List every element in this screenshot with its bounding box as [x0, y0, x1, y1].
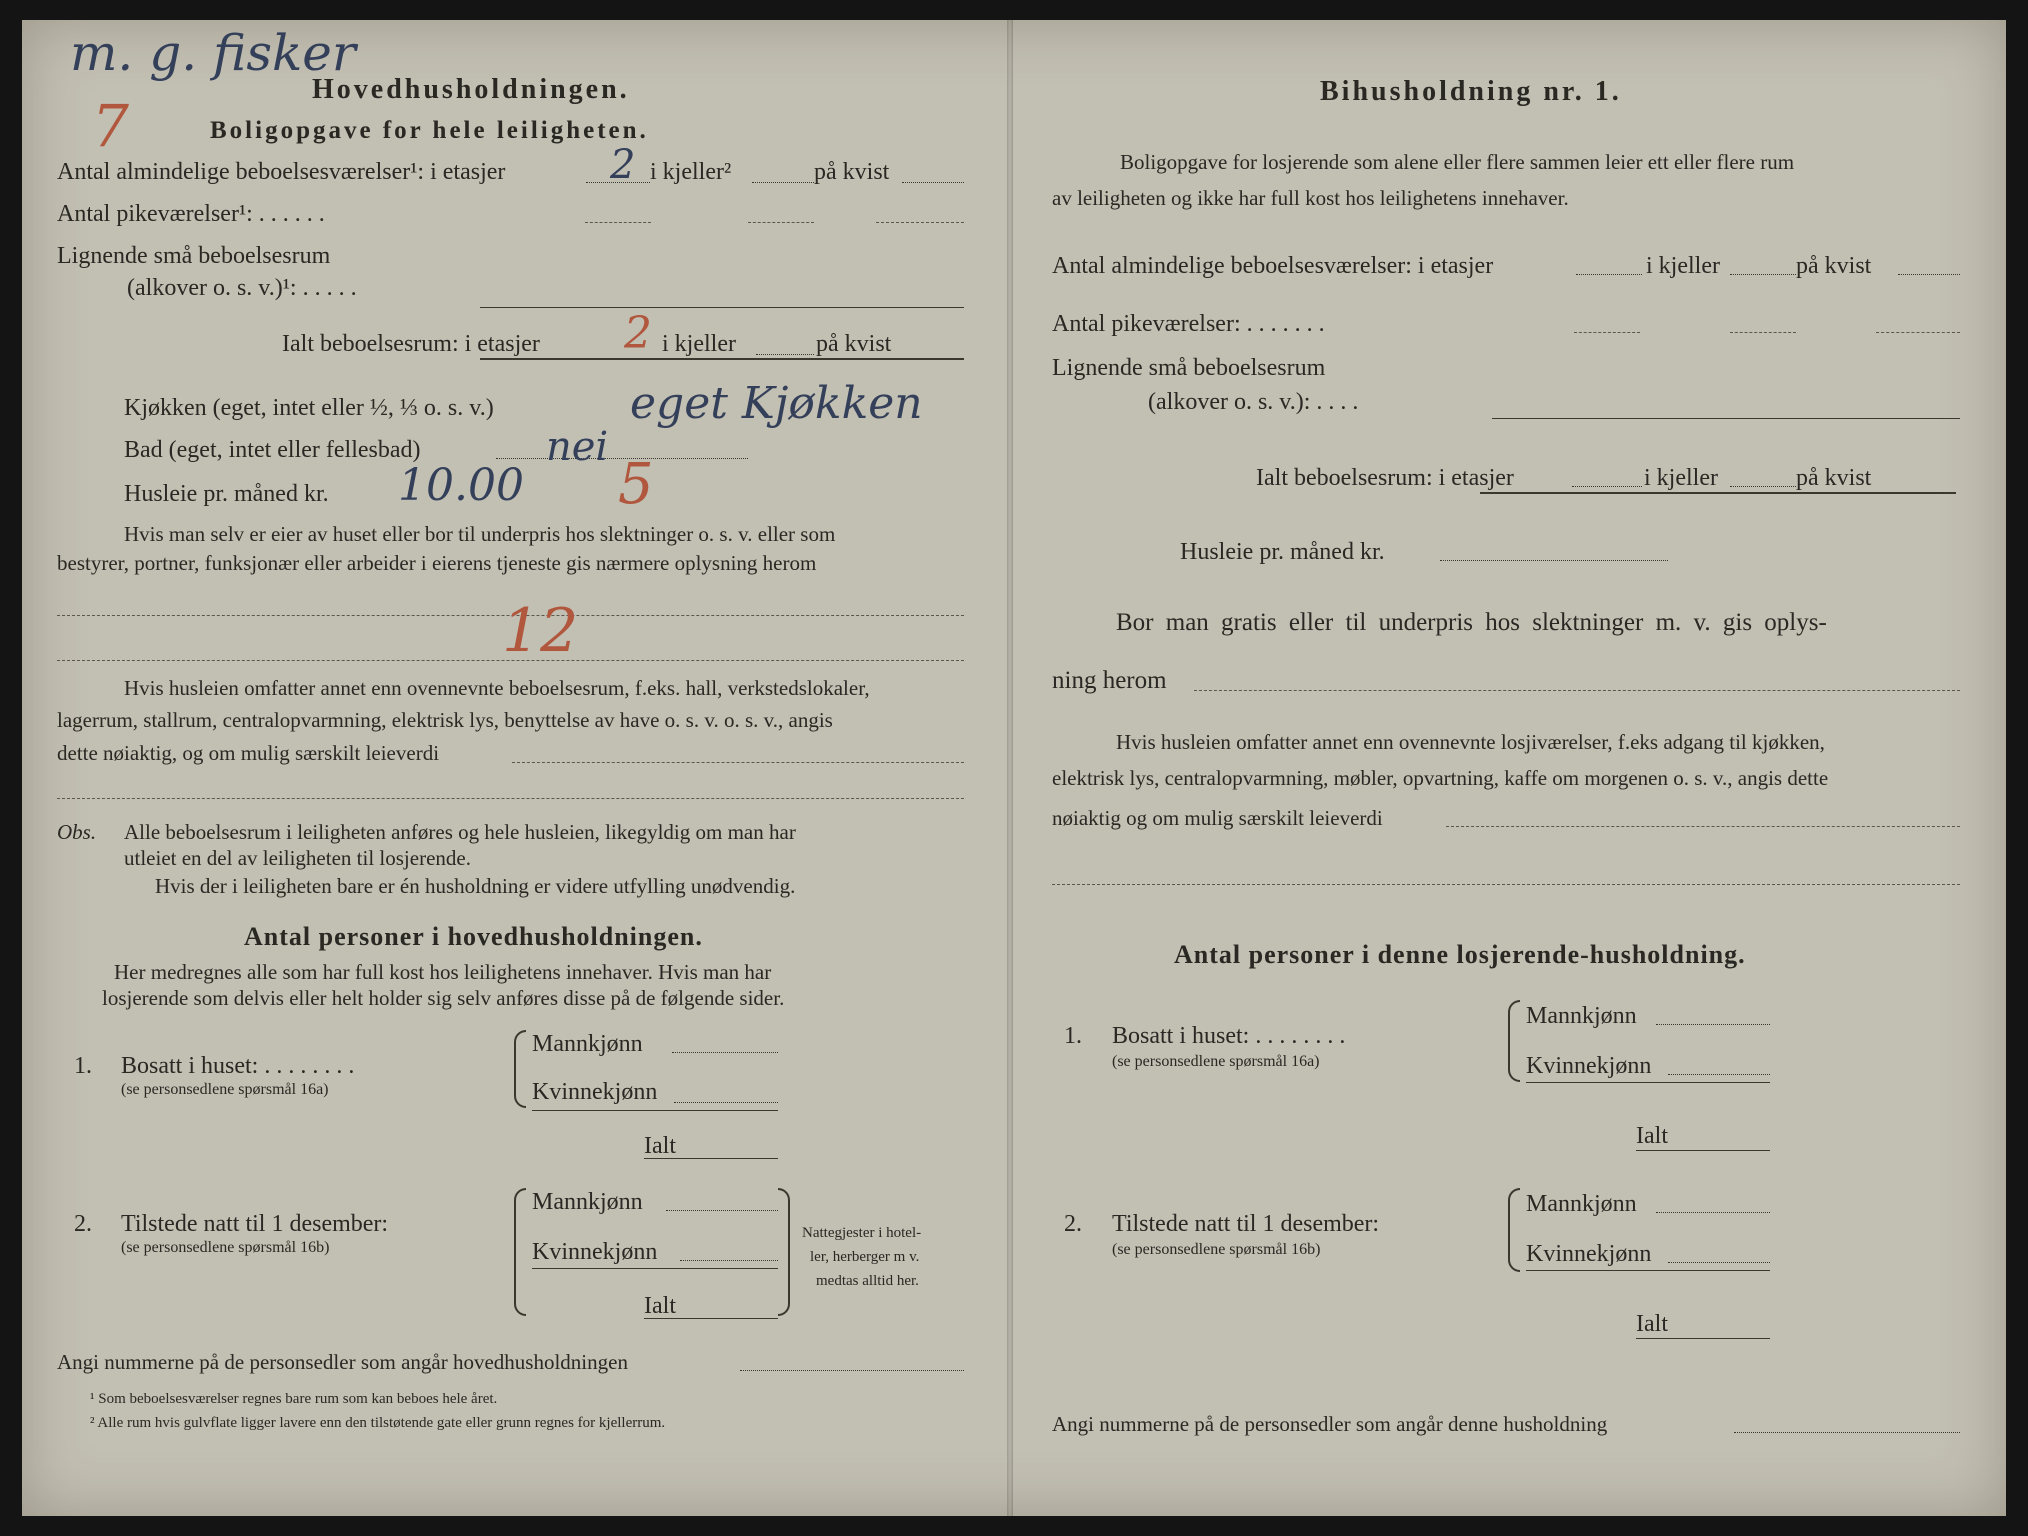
- r-kvist-label: på kvist: [1796, 253, 1872, 279]
- r-q1-sub: (se personsedlene spørsmål 16a): [1112, 1053, 1320, 1070]
- omfatter-text-2: lagerrum, stallrum, centralopvarmning, elektrisk lys, benyttelse av have o. s. v. o. s. v., angis: [57, 708, 833, 732]
- nattegjester-1: Nattegjester i hotel-: [802, 1225, 922, 1241]
- r-personer-title: Antal personer i denne losjerende-husholdning.: [1174, 940, 1746, 969]
- r-q1-mann-field[interactable]: [1656, 1024, 1770, 1025]
- r-q1-kvinne-field[interactable]: [1668, 1074, 1770, 1075]
- r-ialt-underline: [1480, 492, 1956, 494]
- r-q2-label: Tilstede natt til 1 desember:: [1112, 1211, 1380, 1237]
- r-gratis-field[interactable]: [1194, 690, 1960, 691]
- kjokken-label: Kjøkken (eget, intet eller ½, ⅓ o. s. v.): [124, 395, 494, 421]
- q2-ialt-field[interactable]: [644, 1318, 778, 1319]
- q1-sub: (se personsedlene spørsmål 16a): [121, 1081, 329, 1098]
- bihus-title: Bihusholdning nr. 1.: [1320, 76, 1622, 107]
- r-pike-etasjer-field[interactable]: [1574, 332, 1640, 333]
- bad-value: nei: [546, 424, 609, 470]
- r-kjeller-field[interactable]: [1730, 274, 1796, 275]
- bad-label: Bad (eget, intet eller fellesbad): [124, 437, 421, 463]
- eier-field-2[interactable]: [57, 660, 964, 661]
- r-q2-sub: (se personsedlene spørsmål 16b): [1112, 1241, 1321, 1258]
- r-q2-kvinne-field[interactable]: [1668, 1262, 1770, 1263]
- etasjer-value: 2: [610, 142, 636, 188]
- r-angi-label: Angi nummerne på de personsedler som angår denne husholdning: [1052, 1412, 1608, 1436]
- page-title: Hovedhusholdningen.: [312, 74, 630, 105]
- bihus-intro-2: av leiligheten og ikke har full kost hos leilighetens innehaver.: [1052, 186, 1569, 210]
- q1-mann-label: Mannkjønn: [532, 1031, 643, 1057]
- r-gratis-text-1: Bor man gratis eller til underpris hos slektninger m. v. gis oplys-: [1116, 609, 1827, 636]
- pike-kvist-field[interactable]: [876, 222, 964, 223]
- r-q2-mann-field[interactable]: [1656, 1212, 1770, 1213]
- r-pike-label: Antal pikeværelser: . . . . . . .: [1052, 311, 1325, 337]
- r-pike-kjeller-field[interactable]: [1730, 332, 1796, 333]
- r-q2-ialt-label: Ialt: [1636, 1311, 1668, 1337]
- rooms-label: Antal almindelige beboelsesværelser¹: i etasjer: [57, 159, 506, 185]
- r-ialt-kjeller-field[interactable]: [1730, 486, 1796, 487]
- lignende-label-2: (alkover o. s. v.)¹: . . . . .: [127, 275, 357, 301]
- q2-sub: (se personsedlene spørsmål 16b): [121, 1239, 330, 1256]
- nattegjester-3: medtas alltid her.: [816, 1273, 919, 1289]
- husleie-label: Husleie pr. måned kr.: [124, 481, 329, 507]
- kvist-field[interactable]: [902, 182, 964, 183]
- r-ialt-kvist-label: på kvist: [1796, 465, 1872, 491]
- omfatter-text-3: dette nøiaktig, og om mulig særskilt leieverdi: [57, 741, 440, 765]
- r-q2-mann-label: Mannkjønn: [1526, 1191, 1637, 1217]
- r-q1-ialt-label: Ialt: [1636, 1123, 1668, 1149]
- ialt-etasjer-value: 2: [624, 308, 652, 359]
- q1-brace: [514, 1030, 526, 1108]
- ialt-underline: [480, 358, 964, 360]
- omfatter-field-2[interactable]: [57, 798, 964, 799]
- page-fold: [1007, 20, 1013, 1516]
- q1-ialt-field[interactable]: [644, 1158, 778, 1159]
- r-kjeller-label: i kjeller: [1646, 253, 1720, 279]
- q1-kvinne-label: Kvinnekjønn: [532, 1079, 658, 1105]
- q2-sum-line: [532, 1268, 778, 1269]
- kjeller-field[interactable]: [752, 182, 814, 183]
- kjeller-label: i kjeller²: [650, 159, 732, 185]
- obs-label: Obs.: [57, 820, 97, 844]
- angi-label: Angi nummerne på de personsedler som angår hovedhusholdningen: [57, 1350, 628, 1374]
- q1-ialt-label: Ialt: [644, 1133, 676, 1159]
- r-q1-kvinne-label: Kvinnekjønn: [1526, 1053, 1652, 1079]
- handwritten-number: 7: [92, 92, 129, 160]
- bihus-intro-1: Boligopgave for losjerende som alene eller flere sammen leier ett eller flere rum: [1120, 150, 1795, 174]
- q1-label: Bosatt i huset: . . . . . . . .: [121, 1053, 355, 1079]
- r-ialt-kjeller-label: i kjeller: [1644, 465, 1718, 491]
- ialt-kvist-label: på kvist: [816, 331, 892, 357]
- r-ialt-rooms-label: Ialt beboelsesrum: i etasjer: [1256, 465, 1514, 491]
- q1-kvinne-field[interactable]: [674, 1102, 778, 1103]
- r-etasjer-field[interactable]: [1576, 274, 1642, 275]
- q2-kvinne-field[interactable]: [680, 1260, 778, 1261]
- r-q1-ialt-field[interactable]: [1636, 1150, 1770, 1151]
- footnote-1: ¹ Som beboelsesværelser regnes bare rum som kan beboes hele året.: [90, 1391, 498, 1407]
- r-angi-field[interactable]: [1734, 1432, 1960, 1433]
- q1-sum-line: [532, 1110, 778, 1111]
- r-omfatter-text-2: elektrisk lys, centralopvarmning, møbler, opvartning, kaffe om morgenen o. s. v., angis dette: [1052, 766, 1829, 790]
- eier-text-2: bestyrer, portner, funksjonær eller arbeider i eierens tjeneste gis nærmere oplysning herom: [57, 551, 817, 575]
- r-q2-number: 2.: [1064, 1211, 1082, 1237]
- husleie-correction: 5: [618, 452, 654, 517]
- handwritten-note: m. g. fisker: [70, 24, 356, 82]
- angi-field[interactable]: [740, 1370, 964, 1371]
- red-note-12: 12: [502, 596, 579, 666]
- q2-ialt-label: Ialt: [644, 1293, 676, 1319]
- r-gratis-text-2: ning herom: [1052, 667, 1167, 694]
- r-q1-label: Bosatt i huset: . . . . . . . .: [1112, 1023, 1346, 1049]
- r-q2-kvinne-label: Kvinnekjønn: [1526, 1241, 1652, 1267]
- personer-text-1: Her medregnes alle som har full kost hos leilighetens innehaver. Hvis man har: [114, 960, 772, 984]
- obs-text-3: Hvis der i leiligheten bare er én husholdning er videre utfylling unødvendig.: [155, 874, 796, 898]
- r-omfatter-text-3: nøiaktig og om mulig særskilt leieverdi: [1052, 806, 1383, 830]
- r-q2-brace: [1508, 1188, 1520, 1272]
- q2-kvinne-label: Kvinnekjønn: [532, 1239, 658, 1265]
- ialt-kjeller-field[interactable]: [756, 354, 814, 355]
- kjokken-value: eget Kjøkken: [630, 378, 923, 429]
- r-kvist-field[interactable]: [1898, 274, 1960, 275]
- r-q1-brace: [1508, 1000, 1520, 1082]
- r-q2-sum-line: [1526, 1270, 1770, 1271]
- r-rooms-label: Antal almindelige beboelsesværelser: i etasjer: [1052, 253, 1494, 279]
- pike-kjeller-field[interactable]: [748, 222, 814, 223]
- eier-text-1: Hvis man selv er eier av huset eller bor til underpris hos slektninger o. s. v. eller som: [124, 522, 836, 546]
- q2-brace: [514, 1188, 526, 1316]
- r-omfatter-field-1[interactable]: [1446, 826, 1960, 827]
- personer-title: Antal personer i hovedhusholdningen.: [244, 922, 703, 951]
- pike-label: Antal pikeværelser¹: . . . . . .: [57, 201, 325, 227]
- r-q1-mann-label: Mannkjønn: [1526, 1003, 1637, 1029]
- ialt-kjeller-label: i kjeller: [662, 331, 736, 357]
- lignende-label-1: Lignende små beboelsesrum: [57, 243, 331, 269]
- omfatter-text-1: Hvis husleien omfatter annet enn ovennevnte beboelsesrum, f.eks. hall, verkstedslokaler,: [124, 676, 870, 700]
- ialt-rooms-label: Ialt beboelsesrum: i etasjer: [282, 331, 540, 357]
- r-ialt-etasjer-field[interactable]: [1572, 486, 1642, 487]
- r-q1-sum-line: [1526, 1082, 1770, 1083]
- kvist-label: på kvist: [814, 159, 890, 185]
- r-pike-kvist-field[interactable]: [1876, 332, 1960, 333]
- r-lignende-label-1: Lignende små beboelsesrum: [1052, 355, 1326, 381]
- obs-text-1: Alle beboelsesrum i leiligheten anføres og hele husleien, likegyldig om man har: [124, 820, 796, 844]
- r-husleie-label: Husleie pr. måned kr.: [1180, 539, 1385, 565]
- nattegjester-2: ler, herberger m v.: [810, 1249, 920, 1265]
- r-husleie-field[interactable]: [1440, 560, 1668, 561]
- q2-mann-label: Mannkjønn: [532, 1189, 643, 1215]
- page-subtitle: Boligopgave for hele leiligheten.: [210, 117, 649, 144]
- q2-mann-field[interactable]: [666, 1210, 778, 1211]
- omfatter-field-1[interactable]: [512, 762, 964, 763]
- obs-text-2: utleiet en del av leiligheten til losjerende.: [124, 846, 471, 870]
- q2-right-brace: [778, 1188, 790, 1316]
- q1-mann-field[interactable]: [672, 1052, 778, 1053]
- r-q1-number: 1.: [1064, 1023, 1082, 1049]
- q2-label: Tilstede natt til 1 desember:: [121, 1211, 389, 1237]
- r-q2-ialt-field[interactable]: [1636, 1338, 1770, 1339]
- r-omfatter-text-1: Hvis husleien omfatter annet enn ovennevnte losjiværelser, f.eks adgang til kjøkken,: [1116, 730, 1825, 754]
- pike-etasjer-field[interactable]: [585, 222, 651, 223]
- personer-text-2: losjerende som delvis eller helt holder sig selv anføres disse på de følgende sider.: [102, 986, 785, 1010]
- q2-number: 2.: [74, 1211, 92, 1237]
- husleie-value: 10.00: [398, 460, 524, 511]
- r-omfatter-field-2[interactable]: [1052, 884, 1960, 885]
- lignende-field[interactable]: [480, 307, 964, 308]
- q1-number: 1.: [74, 1053, 92, 1079]
- r-lignende-label-2: (alkover o. s. v.): . . . .: [1148, 389, 1359, 415]
- footnote-2: ² Alle rum hvis gulvflate ligger lavere enn den tilstøtende gate eller grunn regnes for kjellerrum.: [90, 1415, 666, 1431]
- r-lignende-field[interactable]: [1492, 418, 1960, 419]
